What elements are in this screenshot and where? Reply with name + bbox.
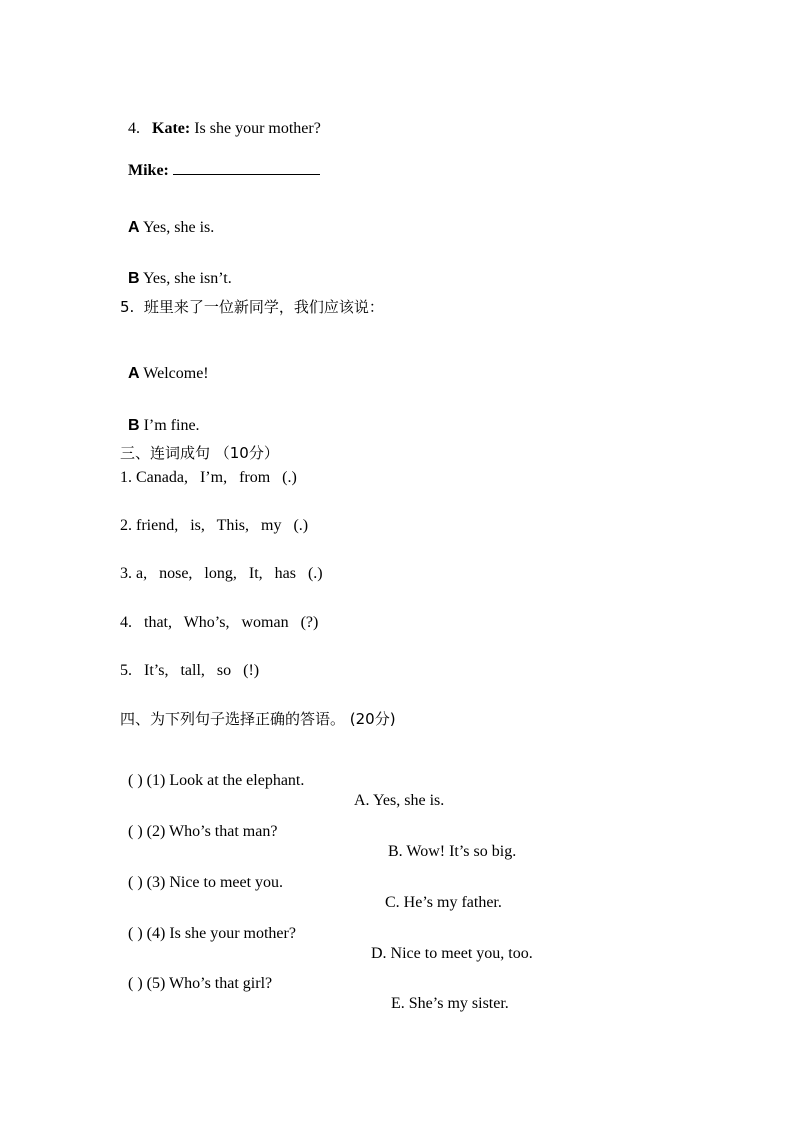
q5-option-a — [120, 344, 209, 384]
option-text: Yes, she isn’t. — [139, 270, 232, 287]
section3-item-2: 2. friend, is, This, my (.) — [120, 517, 309, 534]
option-letter: A — [128, 365, 140, 382]
q4-speaker-kate: Kate: — [152, 120, 191, 137]
section3-item-1: 1. Canada, I’m, from (.) — [120, 469, 297, 486]
q4-answer-line — [120, 140, 320, 181]
matching-question: ( ) (2) Who’s that man? — [128, 823, 278, 840]
option-text: Yes, she is. — [139, 219, 215, 236]
option-text: I’m fine. — [139, 417, 200, 434]
matching-answer: C. He’s my father. — [385, 894, 502, 911]
matching-question: ( ) (5) Who’s that girl? — [128, 975, 273, 992]
q5-option-b — [120, 396, 200, 436]
section3-item-3: 3. a, nose, long, It, has (.) — [120, 565, 323, 582]
option-text: Welcome! — [139, 365, 209, 382]
q4-option-b — [120, 249, 232, 289]
option-letter: A — [128, 219, 140, 236]
matching-answer: A. Yes, she is. — [354, 792, 445, 809]
answer-blank[interactable] — [173, 160, 320, 175]
matching-question: ( ) (1) Look at the elephant. — [128, 772, 305, 789]
matching-question: ( ) (4) Is she your mother? — [128, 925, 296, 942]
q4-question: Is she your mother? — [190, 120, 321, 137]
matching-answer: E. She’s my sister. — [391, 995, 509, 1012]
section3-heading: 三、连词成句 （10分） — [120, 444, 279, 462]
section3-item-5: 5. It’s, tall, so (!) — [120, 662, 260, 679]
option-letter: B — [128, 417, 140, 434]
option-letter: B — [128, 270, 140, 287]
q4-line — [120, 99, 321, 139]
q4-option-a — [120, 198, 214, 238]
matching-question: ( ) (3) Nice to meet you. — [128, 874, 284, 891]
matching-answer: D. Nice to meet you, too. — [371, 945, 533, 962]
matching-answer: B. Wow! It’s so big. — [388, 843, 517, 860]
q4-speaker-mike: Mike: — [128, 162, 169, 179]
q5-prompt: 5. 班里来了一位新同学，我们应该说： — [120, 298, 384, 316]
q4-number: 4. — [128, 120, 140, 137]
section4-heading: 四、为下列句子选择正确的答语。 (20分) — [120, 710, 396, 728]
section3-item-4: 4. that, Who’s, woman (?) — [120, 614, 319, 631]
matching-row — [120, 954, 509, 1014]
